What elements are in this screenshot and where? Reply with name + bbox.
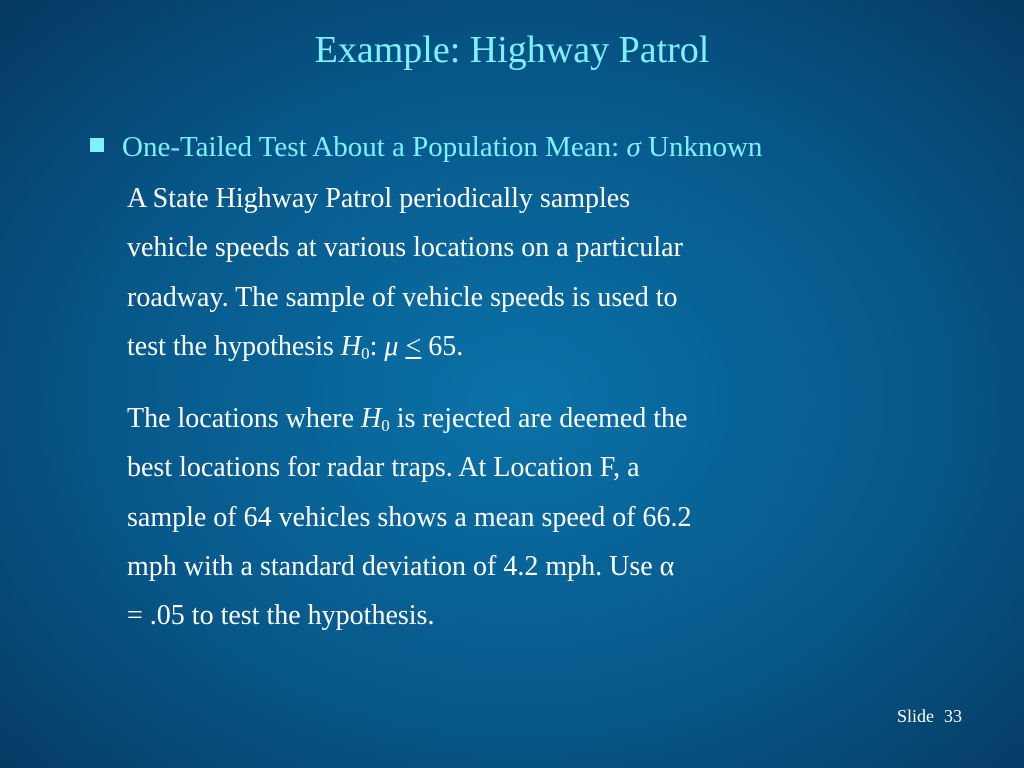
- slide-title: Example: Highway Patrol: [314, 29, 710, 71]
- paragraph-1: [127, 174, 907, 371]
- h-symbol: H: [340, 330, 362, 362]
- colon-text: :: [369, 330, 385, 362]
- paragraph-2-line-2: best locations for radar traps. At Location F, a: [127, 452, 640, 484]
- h-symbol-2: H: [361, 403, 382, 434]
- rejected-text: is rejected are deemed the: [389, 403, 688, 434]
- hypothesis-value: 65.: [421, 330, 464, 362]
- h-subscript-2: 0: [381, 416, 390, 435]
- paragraph-1-line-2: vehicle speeds at various locations on a particular: [127, 232, 683, 264]
- bullet-heading: [90, 128, 762, 166]
- paragraph-2-line-5: = .05 to test the hypothesis.: [127, 600, 435, 632]
- slide-label: Slide: [896, 706, 934, 726]
- less-equal-symbol: <: [405, 330, 422, 362]
- slide-footer: [897, 706, 962, 727]
- paragraph-2: [127, 394, 907, 640]
- paragraph-2-line-1: [127, 394, 907, 443]
- sigma-symbol: σ: [626, 131, 641, 163]
- paragraph-1-line-1: A State Highway Patrol periodically samples: [127, 183, 631, 214]
- paragraph-1-line-3: roadway. The sample of vehicle speeds is used to: [127, 281, 678, 313]
- locations-text: The locations where: [127, 403, 362, 434]
- bullet-text-before: One-Tailed Test About a Population Mean:: [122, 131, 627, 163]
- bullet-text-after: Unknown: [640, 131, 763, 163]
- square-bullet-icon: [90, 138, 104, 152]
- paragraph-2-line-4: mph with a standard deviation of 4.2 mph. Use α: [127, 550, 675, 582]
- h-subscript: 0: [361, 343, 370, 363]
- paragraph-1-line-4: [127, 322, 907, 371]
- mu-symbol: μ: [384, 330, 399, 362]
- paragraph-2-line-3: sample of 64 vehicles shows a mean speed of 66.2: [127, 501, 692, 533]
- slide-number: 33: [944, 706, 962, 726]
- hypothesis-text: test the hypothesis: [127, 330, 341, 362]
